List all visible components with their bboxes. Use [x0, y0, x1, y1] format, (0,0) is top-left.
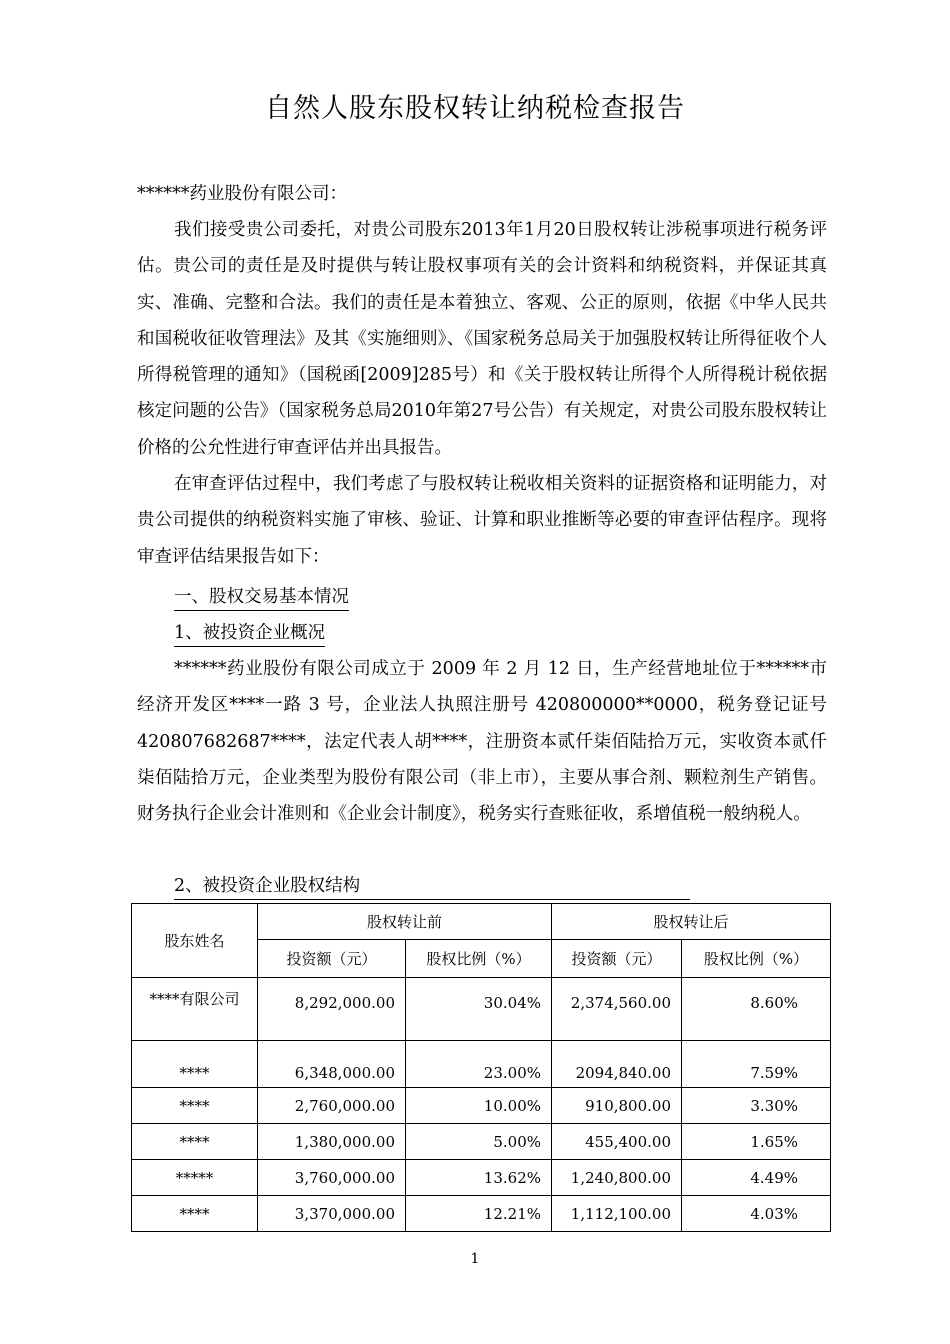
section-heading-1: 一、股权交易基本情况: [174, 585, 349, 611]
table-row: [132, 1088, 831, 1124]
cell-before-ratio: 5.00%: [406, 1124, 552, 1160]
salutation: ******药业股份有限公司：: [137, 184, 347, 204]
header-before-transfer: 股权转让前: [258, 904, 552, 940]
cell-shareholder-name: *****: [132, 1160, 258, 1196]
header-after-amount: 投资额（元）: [552, 940, 682, 978]
cell-after-ratio: 1.65%: [682, 1124, 831, 1160]
header-before-ratio: 股权比例（%）: [406, 940, 552, 978]
cell-after-amount: 2,374,560.00: [552, 978, 682, 1041]
shareholding-table: [131, 903, 831, 1232]
header-after-transfer: 股权转让后: [552, 904, 831, 940]
cell-after-ratio: 4.03%: [682, 1196, 831, 1232]
cell-before-amount: 6,348,000.00: [258, 1041, 406, 1088]
subsection-heading-1: 1、被投资企业概况: [174, 621, 325, 647]
document-title: 自然人股东股权转让纳税检查报告: [265, 93, 685, 124]
cell-before-amount: 3,760,000.00: [258, 1160, 406, 1196]
cell-before-ratio: 10.00%: [406, 1088, 552, 1124]
cell-shareholder-name: ****有限公司: [132, 978, 258, 1041]
header-before-amount: 投资额（元）: [258, 940, 406, 978]
table-row: [132, 978, 831, 1041]
cell-after-ratio: 4.49%: [682, 1160, 831, 1196]
cell-after-ratio: 3.30%: [682, 1088, 831, 1124]
cell-after-amount: 1,240,800.00: [552, 1160, 682, 1196]
cell-after-amount: 1,112,100.00: [552, 1196, 682, 1232]
cell-before-ratio: 12.21%: [406, 1196, 552, 1232]
paragraph-company-overview: ******药业股份有限公司成立于 2009 年 2 月 12 日，生产经营地址位于******市经济开发区****一路 3 号，企业法人执照注册号 420800000**0000，税务登记证号 420807682687****，法定代表人胡****，注册资本贰仟柒佰陆拾万元，实收资本贰仟柒佰陆拾万元，企业类型为股份有限公司（非上市），主要从事合剂、颗粒剂生产销售。财务执行企业会计准则和《企业会计制度》，税务实行查账征收，系增值税一般纳税人。: [137, 659, 827, 825]
table-row: [132, 1196, 831, 1232]
table-row: [132, 1041, 831, 1088]
cell-shareholder-name: ****: [132, 1041, 258, 1088]
cell-before-ratio: 23.00%: [406, 1041, 552, 1088]
cell-shareholder-name: ****: [132, 1088, 258, 1124]
header-after-ratio: 股权比例（%）: [682, 940, 831, 978]
paragraph-procedure: 在审查评估过程中，我们考虑了与股权转让税收相关资料的证据资格和证明能力，对贵公司提供的纳税资料实施了审核、验证、计算和职业推断等必要的审查评估程序。现将审查评估结果报告如下：: [137, 474, 827, 567]
cell-before-amount: 8,292,000.00: [258, 978, 406, 1041]
cell-after-ratio: 8.60%: [682, 978, 831, 1041]
cell-before-ratio: 13.62%: [406, 1160, 552, 1196]
cell-before-amount: 2,760,000.00: [258, 1088, 406, 1124]
cell-after-amount: 455,400.00: [552, 1124, 682, 1160]
cell-after-amount: 910,800.00: [552, 1088, 682, 1124]
table-row: [132, 1160, 831, 1196]
header-shareholder-name: 股东姓名: [132, 904, 258, 978]
table-row: [132, 1124, 831, 1160]
cell-before-amount: 3,370,000.00: [258, 1196, 406, 1232]
cell-after-ratio: 7.59%: [682, 1041, 831, 1088]
cell-after-amount: 2094,840.00: [552, 1041, 682, 1088]
cell-before-ratio: 30.04%: [406, 978, 552, 1041]
cell-before-amount: 1,380,000.00: [258, 1124, 406, 1160]
subsection-heading-2: 2、被投资企业股权结构: [174, 874, 690, 900]
cell-shareholder-name: ****: [132, 1196, 258, 1232]
cell-shareholder-name: ****: [132, 1124, 258, 1160]
page-number: 1: [470, 1251, 480, 1267]
paragraph-commission: 我们接受贵公司委托，对贵公司股东2013年1月20日股权转让涉税事项进行税务评估。贵公司的责任是及时提供与转让股权事项有关的会计资料和纳税资料，并保证其真实、准确、完整和合法。我们的责任是本着独立、客观、公正的原则，依据《中华人民共和国税收征收管理法》及其《实施细则》、《国家税务总局关于加强股权转让所得征收个人所得税管理的通知》（国税函[2009]285号）和《关于股权转让所得个人所得税计税依据核定问题的公告》（国家税务总局2010年第27号公告）有关规定，对贵公司股东股权转让价格的公允性进行审查评估并出具报告。: [137, 220, 827, 458]
